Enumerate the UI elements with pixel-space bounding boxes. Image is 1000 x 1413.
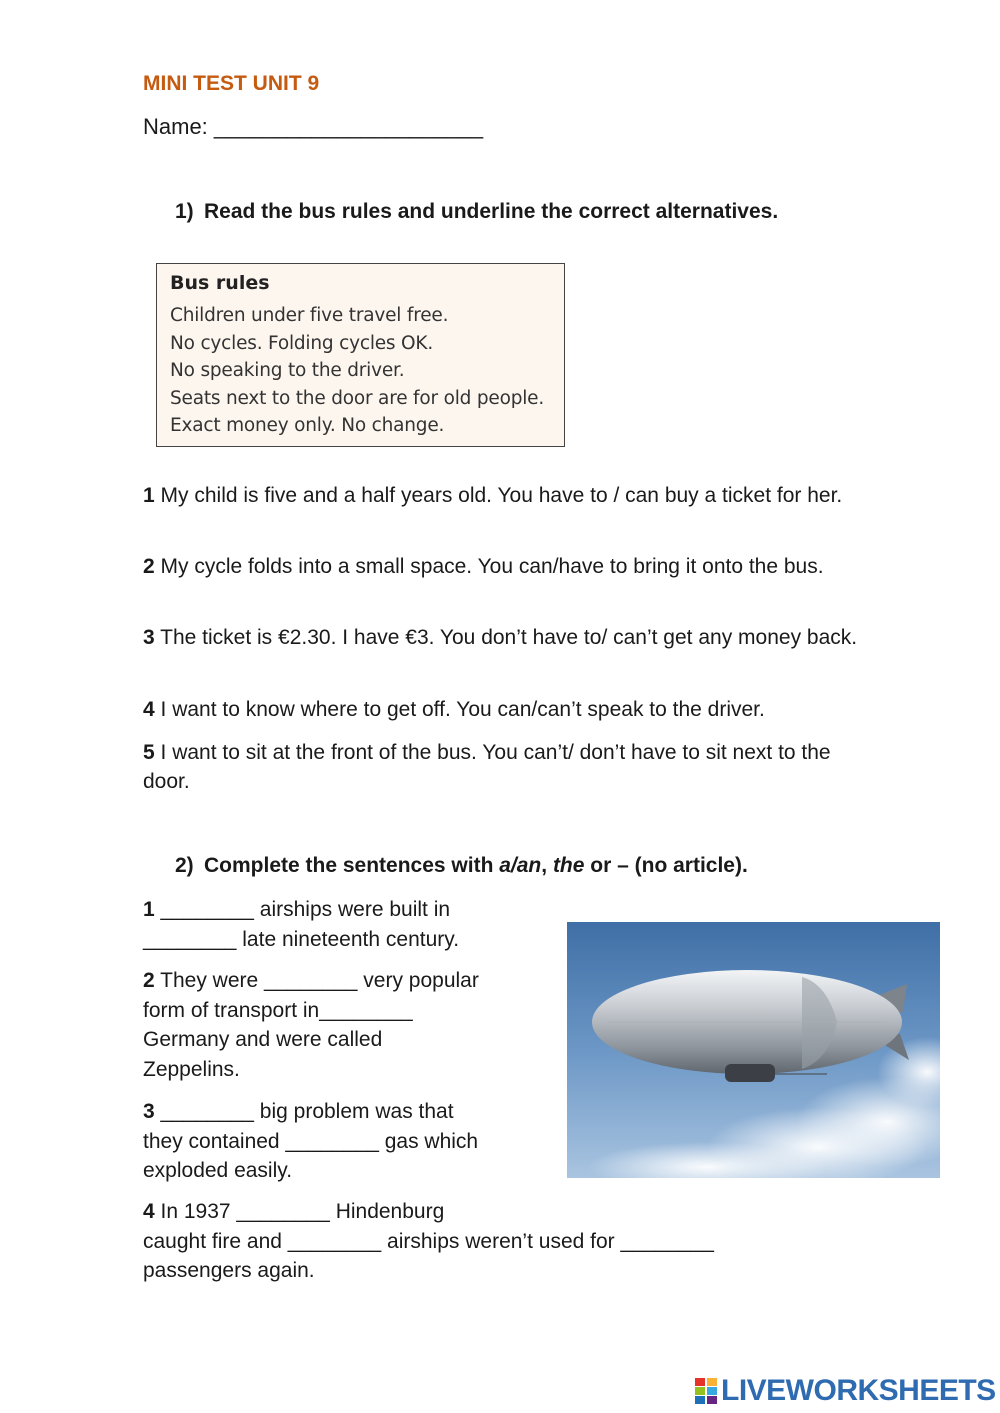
section-1-heading xyxy=(175,200,778,224)
liveworksheets-text: LIVEWORKSHEETS xyxy=(721,1374,996,1407)
item-text[interactable]: My cycle folds into a small space. You can/have to bring it onto the bus. xyxy=(154,555,824,578)
item-text[interactable]: My child is five and a half years old. You have to / can buy a ticket for her. xyxy=(154,484,843,507)
item-line[interactable]: They were ________ very popular xyxy=(154,969,479,992)
item-text[interactable]: I want to sit at the front of the bus. You can’t/ don’t have to sit next to the door. xyxy=(143,741,831,793)
item-number: 3 xyxy=(143,1100,155,1123)
bus-rule: Children under five travel free. xyxy=(170,305,449,326)
exercise-1-item-1[interactable] xyxy=(143,481,863,510)
item-line[interactable]: ________ late nineteenth century. xyxy=(143,927,460,951)
exercise-1-item-3[interactable] xyxy=(143,623,863,652)
bus-rule: No cycles. Folding cycles OK. xyxy=(170,332,434,354)
item-line[interactable]: form of transport in________ xyxy=(143,998,413,1022)
item-number: 4 xyxy=(143,698,155,721)
section-2-number: 2) xyxy=(175,854,194,877)
exercise-2-item-3[interactable] xyxy=(143,1097,543,1186)
item-line[interactable]: ________ airships were built in xyxy=(154,898,451,921)
section-2-heading xyxy=(175,854,748,878)
section-1-number: 1) xyxy=(175,200,194,223)
section-1-instruction: Read the bus rules and underline the correct alternatives. xyxy=(204,200,779,223)
bus-rules-title: Bus rules xyxy=(170,272,270,294)
bus-rule: Exact money only. No change. xyxy=(170,415,445,436)
exercise-1-item-2[interactable] xyxy=(143,552,863,581)
bus-rule: Seats next to the door are for old people. xyxy=(170,387,545,409)
name-field[interactable]: Name: ______________________ xyxy=(143,114,484,139)
item-line[interactable]: In 1937 ________ Hindenburg xyxy=(154,1200,445,1223)
item-number: 2 xyxy=(143,969,155,992)
item-number: 2 xyxy=(143,555,155,578)
exercise-1-item-4[interactable] xyxy=(143,695,863,724)
section-2-instruction: Complete the sentences with a/an, the or – (no article). xyxy=(204,854,748,877)
item-line[interactable]: they contained ________ gas which xyxy=(143,1129,479,1153)
item-number: 4 xyxy=(143,1200,155,1223)
liveworksheets-icon xyxy=(695,1378,717,1404)
item-line[interactable]: ________ big problem was that xyxy=(154,1100,454,1123)
worksheet-title: MINI TEST UNIT 9 xyxy=(143,72,320,95)
exercise-1-item-5[interactable] xyxy=(143,738,863,796)
exercise-2-item-1[interactable] xyxy=(143,895,543,954)
airship-photo xyxy=(567,922,940,1178)
exercise-2-item-2[interactable] xyxy=(143,966,543,1084)
item-text[interactable]: I want to know where to get off. You can/can’t speak to the driver. xyxy=(154,698,765,721)
item-number: 1 xyxy=(143,484,155,507)
item-line[interactable]: Zeppelins. xyxy=(143,1057,240,1081)
item-text[interactable]: The ticket is €2.30. I have €3. You don’t have to/ can’t get any money back. xyxy=(154,626,858,649)
airship-illustration xyxy=(567,922,940,1178)
item-number: 3 xyxy=(143,626,155,649)
bus-rule: No speaking to the driver. xyxy=(170,360,405,381)
item-line[interactable]: exploded easily. xyxy=(143,1159,293,1182)
liveworksheets-logo[interactable] xyxy=(695,1374,996,1408)
item-line[interactable]: passengers again. xyxy=(143,1259,315,1282)
item-number: 1 xyxy=(143,898,155,921)
item-number: 5 xyxy=(143,741,155,764)
item-line[interactable]: Germany and were called xyxy=(143,1028,383,1051)
item-line[interactable]: caught fire and ________ airships weren’t used for ________ xyxy=(143,1229,714,1253)
bus-rules-box xyxy=(156,263,565,447)
exercise-2-item-4[interactable] xyxy=(143,1197,803,1286)
